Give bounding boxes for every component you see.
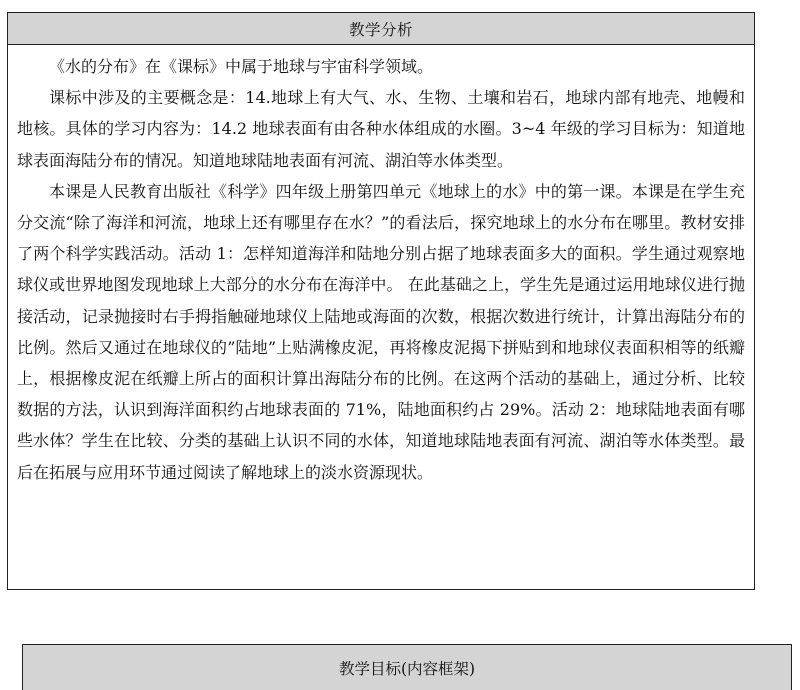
paragraph-lesson-overview: 本课是人民教育出版社《科学》四年级上册第四单元《地球上的水》中的第一课。本课是在学生充分交流“除了海洋和河流，地球上还有哪里存在水？”的看法后，探究地球上的水分布在哪里。教材安排了两个科学实践活动。活动 1：怎样知道海洋和陆地分别占据了地球表面多大的面积。学生通过观察地球仪或世界地图发现地球上大部分的水分布在海洋中。 在此基础之上，学生先是通过运用地球仪进行抛接活动，记录抛接时右手拇指触碰地球仪上陆地或海面的次数，根据次数进行统计，计算出海陆分布的比例。然后又通过在地球仪的”陆地”上贴满橡皮泥，再将橡皮泥揭下拼贴到和地球仪表面积相等的纸瓣上，根据橡皮泥在纸瓣上所占的面积计算出海陆分布的比例。在这两个活动的基础上，通过分析、比较数据的方法，认识到海洋面积约占地球表面的 71%，陆地面积约占 29%。活动 2：地球陆地表面有哪些水体？学生在比较、分类的基础上认识不同的水体，知道地球陆地表面有河流、湖泊等水体类型。最后在拓展与应用环节通过阅读了解地球上的淡水资源现状。 xyxy=(17,181,745,482)
teaching-analysis-table xyxy=(7,12,755,590)
teaching-analysis-header: 教学分析 xyxy=(8,13,754,45)
teaching-analysis-content xyxy=(8,45,754,488)
paragraph-key-concepts: 课标中涉及的主要概念是：14.地球上有大气、水、生物、土壤和岩石，地球内部有地壳、地幔和地核。具体的学习内容为：14.2 地球表面有由各种水体组成的水圈。3~4 年级的学习目标为：知道地球表面海陆分布的情况。知道地球陆地表面有河流、湖泊等水体类型。 xyxy=(17,88,745,170)
teaching-goals-header: 教学目标(内容框架) xyxy=(22,644,792,690)
paragraph-curriculum-field: 《水的分布》在《课标》中属于地球与宇宙科学领域。 xyxy=(49,57,434,76)
